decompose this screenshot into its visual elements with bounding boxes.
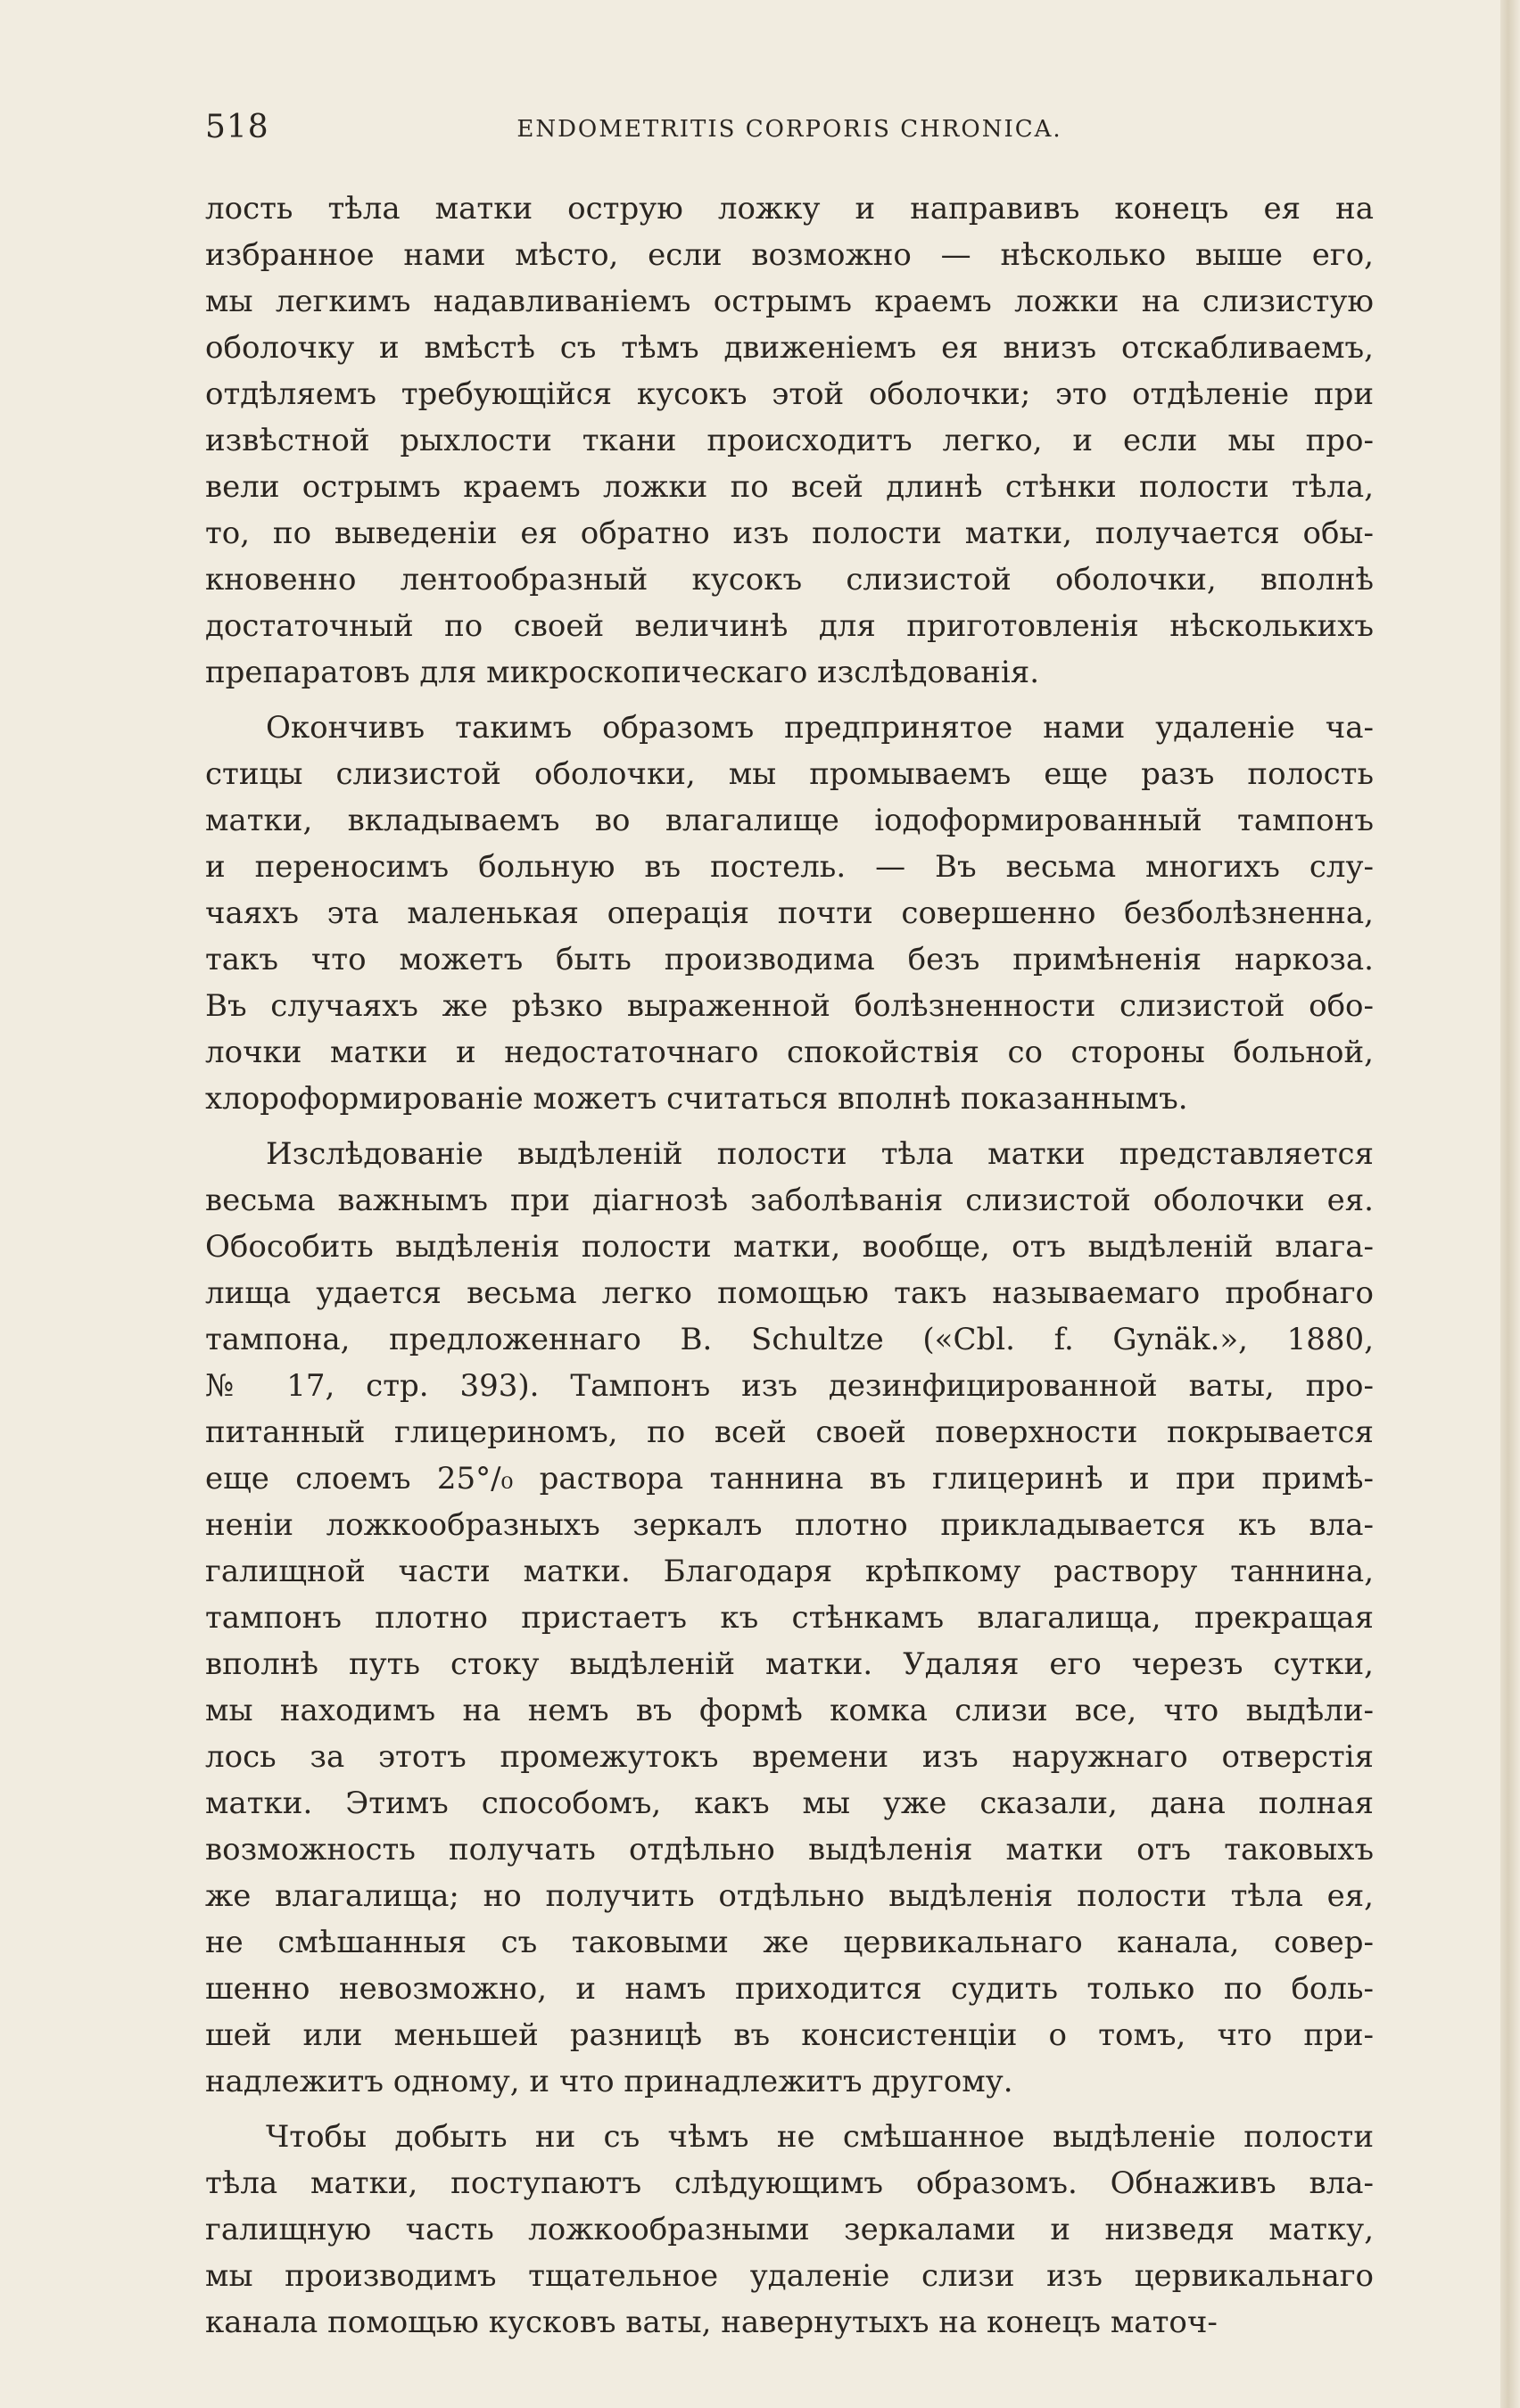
text-line: канала помощью кусковъ ваты, навернутыхъ на конецъ маточ- (205, 2305, 1218, 2340)
text-line: лость тѣла матки острую ложку и направивъ конецъ ея на (205, 191, 1374, 227)
text-line: питанный глицериномъ, по всей своей поверхности покрывается (205, 1414, 1374, 1450)
text-line: вполнѣ путь стоку выдѣленій матки. Удаляя его черезъ сутки, (205, 1646, 1374, 1682)
text-line: № 17, стр. 393). Тампонъ изъ дезинфицированной ваты, про- (205, 1368, 1374, 1404)
text-line: не смѣшанныя съ таковыми же цервикальнаго канала, совер- (205, 1925, 1374, 1960)
text-line: достаточный по своей величинѣ для приготовленія нѣсколькихъ (205, 608, 1374, 644)
text-line: стицы слизистой оболочки, мы промываемъ еще разъ полость (205, 756, 1374, 792)
body-text (205, 186, 1374, 2346)
text-line: избранное нами мѣсто, если возможно — нѣсколько выше его, (205, 237, 1374, 273)
text-line: тампонъ плотно пристаетъ къ стѣнкамъ влагалища, прекращая (205, 1600, 1374, 1636)
text-line: Изслѣдованіе выдѣленій полости тѣла матки представляется (266, 1136, 1374, 1172)
text-line: мы легкимъ надавливаніемъ острымъ краемъ ложки на слизистую (205, 284, 1374, 319)
text-line: мы находимъ на немъ въ формѣ комка слизи все, что выдѣли- (205, 1693, 1374, 1728)
text-line: тампона, предложеннаго B. Schultze («Cbl. f. Gynäk.», 1880, (205, 1322, 1374, 1357)
text-line: матки, вкладываемъ во влагалище іодоформированный тампонъ (205, 803, 1374, 838)
text-line: оболочку и вмѣстѣ съ тѣмъ движеніемъ ея внизъ отскабливаемъ, (205, 330, 1374, 366)
text-line: препаратовъ для микроскопическаго изслѣдованія. (205, 655, 1040, 690)
paragraph (205, 186, 1374, 705)
text-line: Чтобы добыть ни съ чѣмъ не смѣшанное выдѣленіе полости (266, 2119, 1374, 2155)
text-line: и переносимъ больную въ постель. — Въ весьма многихъ слу- (205, 849, 1374, 885)
text-line: Обособить выдѣленія полости матки, вообще, отъ выдѣленій влага- (205, 1229, 1374, 1265)
page-edge (1500, 0, 1520, 2408)
text-line: то, по выведеніи ея обратно изъ полости матки, получается обы- (205, 515, 1374, 551)
text-line: хлороформированіе можетъ считаться вполнѣ показаннымъ. (205, 1081, 1188, 1117)
text-line: возможность получать отдѣльно выдѣленія матки отъ таковыхъ (205, 1832, 1374, 1868)
text-line: лось за этотъ промежутокъ времени изъ наружнаго отверстія (205, 1739, 1374, 1775)
text-line: вели острымъ краемъ ложки по всей длинѣ стѣнки полости тѣла, (205, 469, 1374, 505)
text-line: тѣла матки, поступаютъ слѣдующимъ образомъ. Обнаживъ вла- (205, 2165, 1374, 2201)
text-line: же влагалища; но получить отдѣльно выдѣленія полости тѣла ея, (205, 1878, 1374, 1914)
page-number: 518 (205, 109, 269, 145)
text-line: еще слоемъ 25°/₀ раствора таннина въ глицеринѣ и при примѣ- (205, 1461, 1374, 1497)
text-line: кновенно лентообразный кусокъ слизистой оболочки, вполнѣ (205, 562, 1374, 598)
text-line: надлежитъ одному, и что принадлежитъ другому. (205, 2064, 1013, 2099)
text-line: извѣстной рыхлости ткани происходитъ легко, и если мы про- (205, 423, 1374, 458)
text-line: Окончивъ такимъ образомъ предпринятое нами удаленіе ча- (266, 710, 1374, 746)
text-line: такъ что можетъ быть производима безъ примѣненія наркоза. (205, 942, 1374, 977)
paragraph (205, 2114, 1374, 2346)
page-header (205, 109, 1374, 153)
text-line: галищной части матки. Благодаря крѣпкому раствору таннина, (205, 1554, 1374, 1589)
text-line: отдѣляемъ требующійся кусокъ этой оболочки; это отдѣленіе при (205, 376, 1374, 412)
text-line: матки. Этимъ способомъ, какъ мы уже сказали, дана полная (205, 1785, 1374, 1821)
text-line: шенно невозможно, и намъ приходится судить только по боль- (205, 1971, 1374, 2007)
text-line: весьма важнымъ при діагнозѣ заболѣванія слизистой оболочки ея. (205, 1183, 1374, 1218)
text-line: Въ случаяхъ же рѣзко выраженной болѣзненности слизистой обо- (205, 988, 1374, 1024)
paragraph (205, 705, 1374, 1131)
text-line: неніи ложкообразныхъ зеркалъ плотно прикладывается къ вла- (205, 1507, 1374, 1543)
text-line: чаяхъ эта маленькая операція почти совершенно безболѣзненна, (205, 895, 1374, 931)
text-line: лища удается весьма легко помощью такъ называемаго пробнаго (205, 1275, 1374, 1311)
text-line: мы производимъ тщательное удаленіе слизи изъ цервикальнаго (205, 2258, 1374, 2294)
text-line: галищную часть ложкообразными зеркалами и низведя матку, (205, 2212, 1374, 2247)
text-line: шей или меньшей разницѣ въ консистенціи о томъ, что при- (205, 2017, 1374, 2053)
paragraph (205, 1131, 1374, 2114)
running-title: ENDOMETRITIS CORPORIS CHRONICA. (516, 116, 1062, 143)
text-line: лочки матки и недостаточнаго спокойствія со стороны больной, (205, 1035, 1374, 1070)
